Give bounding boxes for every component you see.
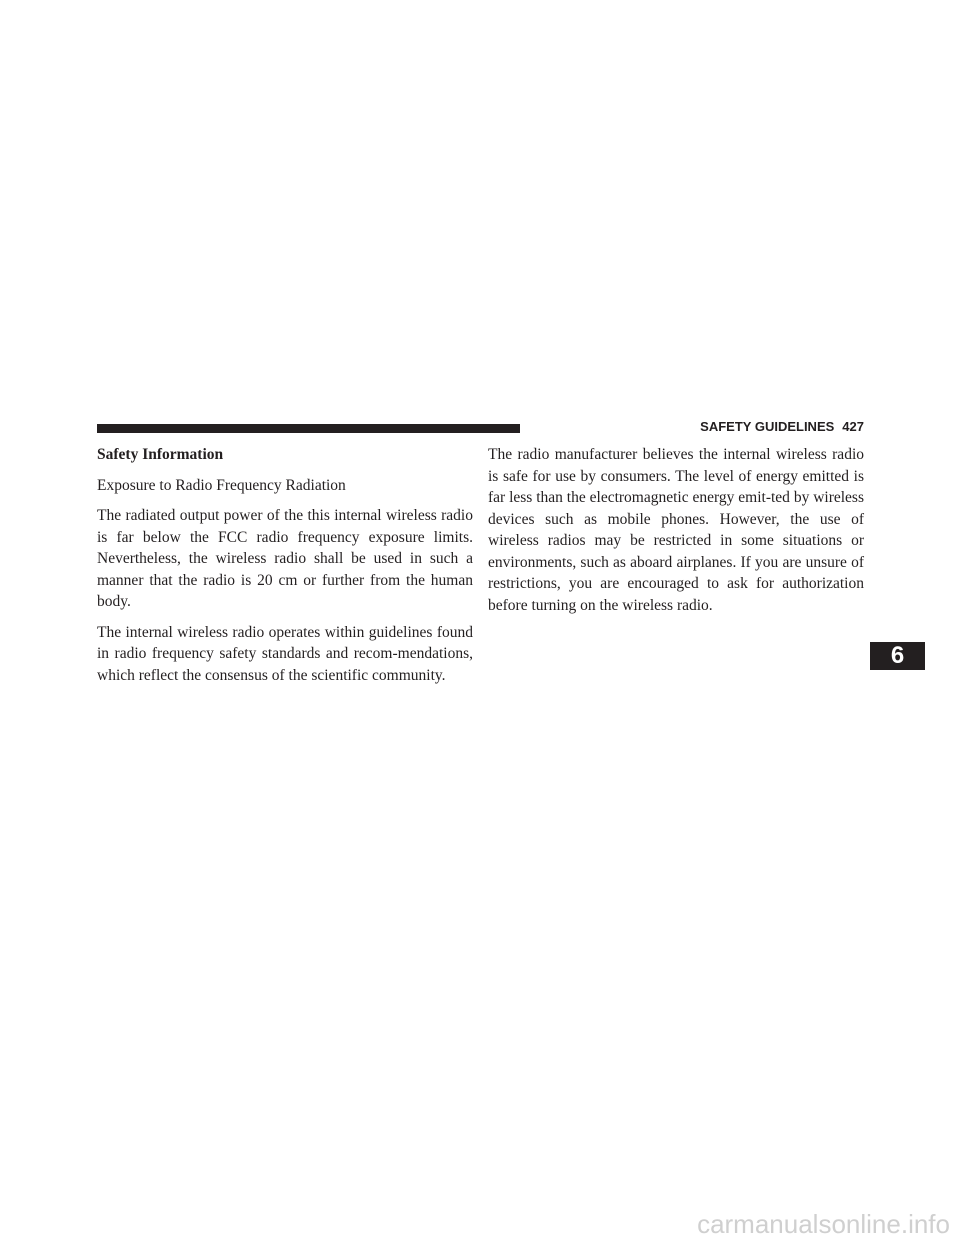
running-header [528, 418, 864, 436]
header-rule [97, 424, 520, 433]
right-column [488, 444, 864, 625]
subheading: Exposure to Radio Frequency Radiation [97, 476, 346, 494]
page-number: 427 [842, 419, 864, 434]
paragraph: The internal wireless radio operates within guidelines found in radio frequency safety standards and recom-mendations, which reflect the consensus of the scientific community. [97, 623, 473, 684]
paragraph: The radio manufacturer believes the internal wireless radio is safe for use by consumers. The level of energy emitted is far less than the electromagnetic energy emit-ted by wireless devices such as mobile phones. However, the use of wireless radios may be restricted in some situations or environments, such as aboard airplanes. If you are unsure of restrictions, you are encouraged to ask for authorization before turning on the wireless radio. [488, 446, 864, 614]
paragraph: The radiated output power of the this internal wireless radio is far below the FCC radio frequency exposure limits. Nevertheless, the wireless radio shall be used in such a manner that the radio is 20 cm or further from the human body. [97, 507, 473, 610]
section-heading: Safety Information [97, 446, 224, 463]
section-title: SAFETY GUIDELINES [700, 419, 835, 434]
left-column [97, 444, 473, 695]
watermark-text: carmanualsonline.info [697, 1209, 950, 1239]
chapter-tab: 6 [870, 642, 925, 670]
